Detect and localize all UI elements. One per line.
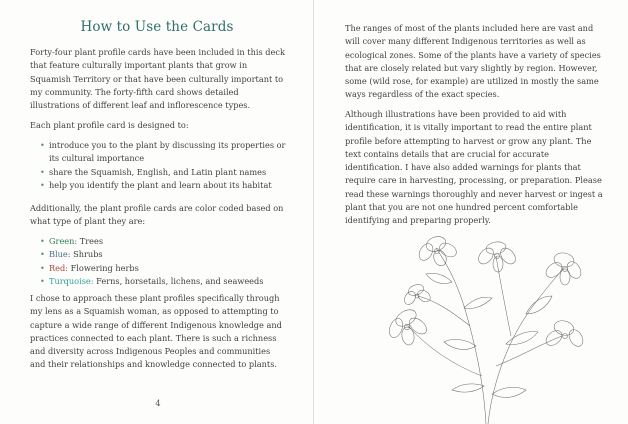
page-number: 4 <box>155 398 161 408</box>
color-text-turquoise: Ferns, horsetails, lichens, and seaweeds <box>96 275 264 286</box>
color-code-blue <box>40 248 290 261</box>
color-code-paragraph: Additionally, the plant profile cards are color coded based on what type of plant they are: <box>30 203 284 227</box>
color-code-green <box>40 235 290 248</box>
color-text-green: Trees <box>79 236 104 246</box>
color-label-turquoise: Turquoise: <box>49 275 94 286</box>
color-label-red: Red: <box>49 262 69 273</box>
color-label-green: Green: <box>49 236 78 246</box>
color-text-blue: Shrubs <box>73 249 103 260</box>
page-title: How to Use the Cards <box>80 19 234 35</box>
color-text-red: Flowering herbs <box>70 262 139 273</box>
card-purpose-list <box>40 139 290 192</box>
color-label-blue: Blue: <box>49 249 71 260</box>
list-item: • introduce you to the plant by discussing its properties or its cultural importance <box>40 139 290 166</box>
list-item: • share the Squamish, English, and Latin plant names <box>40 166 290 179</box>
color-code-red <box>40 262 290 275</box>
approach-paragraph: I chose to approach these plant profiles specifically through my lens as a Squamish woman, as opposed to attempting to capture a wide range of different Indigenous knowledge and practices connected to each plant. There is such a richness and diversity across Indigenous Peoples and communities and their relationships and knowledge connected to plants. <box>30 293 282 370</box>
list-item: • help you identify the plant and learn about its habitat <box>40 179 290 192</box>
ranges-paragraph: The ranges of most of the plants included here are vast and will cover many different Indigenous territories as well as ecological zones. Some of the plants have a variety of species that are closely related but vary slightly by region. However, some (wild rose, for example) are utilized in mostly the same ways regardless of the exact species. <box>345 23 601 100</box>
intro-paragraph: Forty-four plant profile cards have been included in this deck that feature culturally important plants that grow in Squamish Territory or that have been culturally important to my community. The forty-fifth card shows detailed illustrations of different leaf and inflorescence types. <box>30 47 285 111</box>
flowering-shrub-illustration-icon <box>336 226 588 424</box>
identification-paragraph: Although illustrations have been provided to aid with identification, it is vitally important to read the entire plant profile before attempting to harvest or grow any plant. The text contains details that are crucial for accurate identification. I have also added warnings for plants that require care in harvesting, processing, or preparation. Please read these warnings thoroughly and never harvest or ingest a plant that you are not one hundred percent comfortable identifying and preparing properly. <box>345 109 603 226</box>
design-intro-paragraph: Each plant profile card is designed to: <box>30 120 189 130</box>
color-code-turquoise <box>40 275 290 288</box>
color-code-list <box>40 235 290 288</box>
